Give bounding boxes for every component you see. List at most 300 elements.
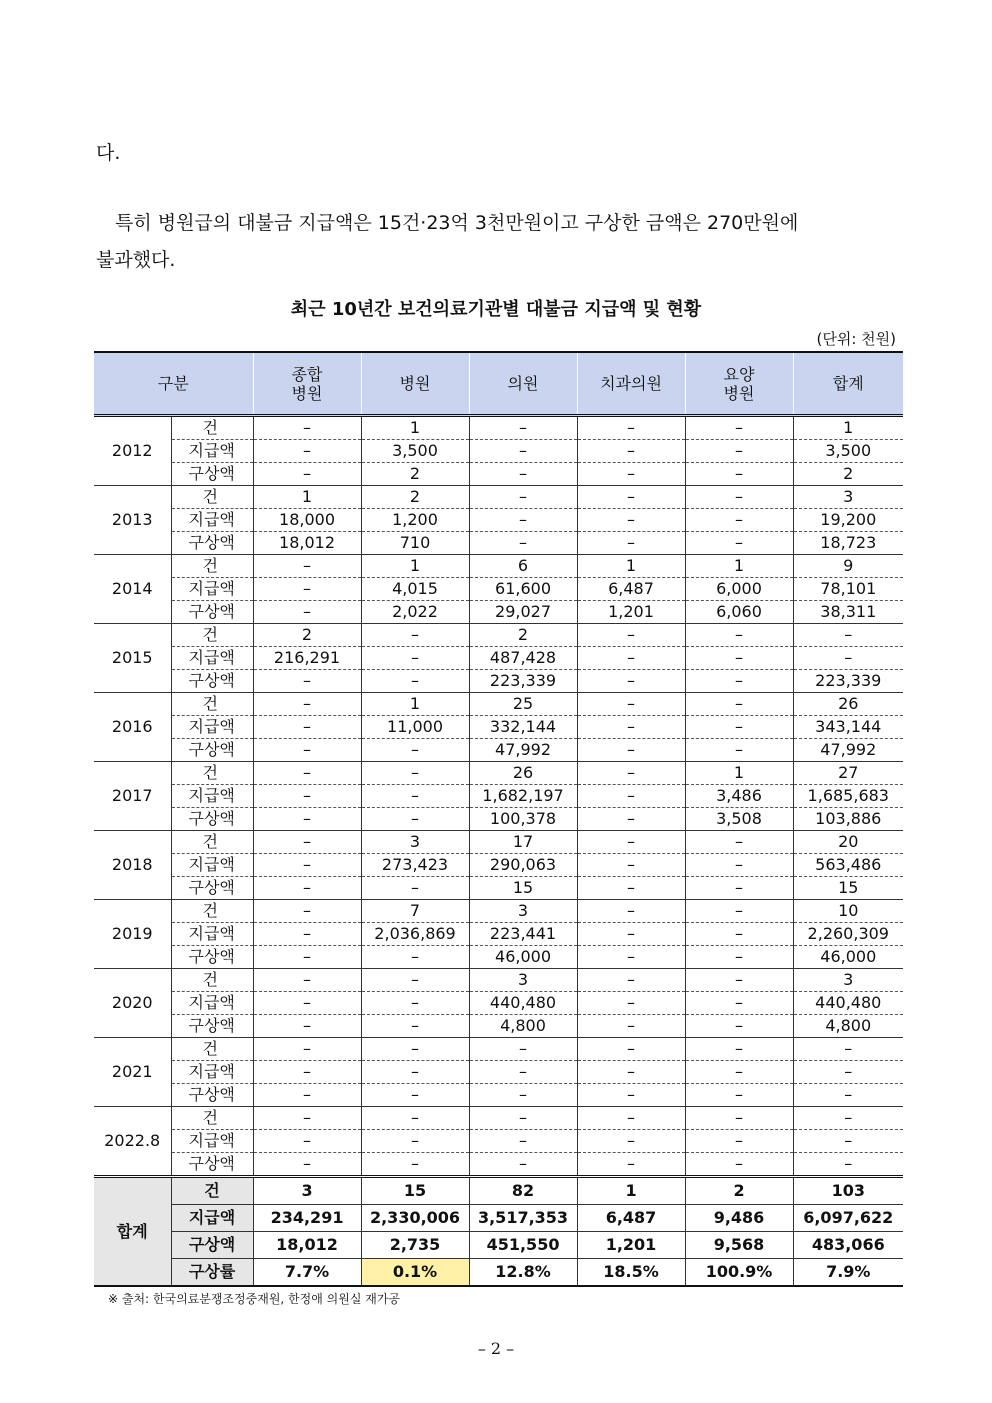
value-cell: – [253,762,361,785]
value-cell: 15 [793,877,903,900]
value-cell: 61,600 [469,578,577,601]
value-cell: – [469,1061,577,1084]
value-cell: 2,022 [361,601,469,624]
table-row [94,923,903,946]
row-label: 건 [171,762,253,785]
year-cell: 2020 [94,969,171,1038]
value-cell: – [685,624,793,647]
value-cell: – [361,624,469,647]
table-row [94,831,903,854]
value-cell: – [361,1153,469,1177]
value-cell: 1 [253,486,361,509]
value-cell: – [577,831,685,854]
value-cell: – [685,900,793,923]
row-label: 지급액 [171,578,253,601]
value-cell: – [685,647,793,670]
value-cell: – [577,463,685,486]
value-cell: – [685,416,793,440]
value-cell: 273,423 [361,854,469,877]
value-cell: – [361,762,469,785]
value-cell: – [577,808,685,831]
value-cell: 2 [253,624,361,647]
row-label: 지급액 [171,1061,253,1084]
total-value-cell: 2 [685,1177,793,1205]
value-cell: – [361,877,469,900]
value-cell: – [253,1061,361,1084]
value-cell: – [253,992,361,1015]
total-value-cell: 7.9% [793,1259,903,1287]
value-cell: 1 [361,693,469,716]
year-cell: 2021 [94,1038,171,1107]
value-cell: – [685,1084,793,1107]
value-cell: – [361,1084,469,1107]
value-cell: – [793,1084,903,1107]
table-row [94,578,903,601]
table-row [94,900,903,923]
value-cell: – [361,992,469,1015]
source-note: ※ 출처: 한국의료분쟁조정중재원, 한정애 의원실 재가공 [108,1292,401,1306]
value-cell: 487,428 [469,647,577,670]
value-cell: – [577,532,685,555]
value-cell: 1 [793,416,903,440]
value-cell: – [577,900,685,923]
value-cell: 6,487 [577,578,685,601]
total-value-cell: 1 [577,1177,685,1205]
unit-label: (단위: 천원) [816,330,896,348]
value-cell: – [577,486,685,509]
total-value-cell: 12.8% [469,1259,577,1287]
row-label: 건 [171,486,253,509]
value-cell: 3,500 [793,440,903,463]
table-row [94,1015,903,1038]
row-label: 지급액 [171,854,253,877]
value-cell: 3 [469,969,577,992]
value-cell: – [253,716,361,739]
value-cell: 1 [577,555,685,578]
value-cell: 47,992 [793,739,903,762]
value-cell: – [253,555,361,578]
value-cell: – [577,1153,685,1177]
value-cell: 2 [361,463,469,486]
year-cell: 2018 [94,831,171,900]
total-row [94,1205,903,1232]
paragraph-3: 불과했다. [96,249,176,271]
value-cell: 46,000 [793,946,903,969]
value-cell: – [685,946,793,969]
value-cell: – [793,1130,903,1153]
value-cell: – [685,716,793,739]
value-cell: – [793,647,903,670]
row-label: 지급액 [171,440,253,463]
table-row [94,647,903,670]
value-cell: 6,000 [685,578,793,601]
header-dental-clinic: 치과의원 [577,352,685,416]
value-cell: – [577,440,685,463]
value-cell: – [793,1061,903,1084]
table-row [94,739,903,762]
value-cell: 19,200 [793,509,903,532]
row-label: 구상액 [171,1084,253,1107]
row-label: 건 [171,969,253,992]
value-cell: – [793,1153,903,1177]
value-cell: – [577,647,685,670]
year-cell: 2014 [94,555,171,624]
value-cell: 46,000 [469,946,577,969]
value-cell: 3,508 [685,808,793,831]
row-label: 구상액 [171,463,253,486]
year-cell: 2019 [94,900,171,969]
value-cell: – [253,1130,361,1153]
year-rows [94,416,903,1177]
value-cell: 3 [793,486,903,509]
row-label: 구상액 [171,670,253,693]
value-cell: 2,036,869 [361,923,469,946]
total-rows [94,1177,903,1287]
value-cell: – [361,1061,469,1084]
value-cell: 25 [469,693,577,716]
value-cell: 1,201 [577,601,685,624]
table-row [94,785,903,808]
row-label: 지급액 [171,647,253,670]
total-value-cell: 82 [469,1177,577,1205]
total-row [94,1232,903,1259]
table-row [94,463,903,486]
value-cell: 1,685,683 [793,785,903,808]
row-label: 구상액 [171,877,253,900]
total-row [94,1259,903,1287]
total-value-cell: 0.1% [361,1259,469,1287]
value-cell: – [685,1038,793,1061]
header-category: 구분 [94,352,253,416]
value-cell: – [577,877,685,900]
value-cell: 290,063 [469,854,577,877]
value-cell: – [469,1130,577,1153]
table-row [94,877,903,900]
table-row [94,946,903,969]
value-cell: – [793,624,903,647]
value-cell: – [253,923,361,946]
total-value-cell: 3,517,353 [469,1205,577,1232]
value-cell: – [253,1153,361,1177]
value-cell: – [469,1153,577,1177]
table-row [94,532,903,555]
value-cell: – [253,946,361,969]
row-label: 지급액 [171,509,253,532]
value-cell: – [685,923,793,946]
value-cell: 2,260,309 [793,923,903,946]
value-cell: – [469,1038,577,1061]
total-row-label: 지급액 [171,1205,253,1232]
value-cell: 11,000 [361,716,469,739]
row-label: 구상액 [171,601,253,624]
value-cell: – [685,509,793,532]
table-row [94,716,903,739]
row-label: 지급액 [171,923,253,946]
value-cell: 15 [469,877,577,900]
value-cell: – [577,1038,685,1061]
value-cell: – [685,877,793,900]
row-label: 건 [171,693,253,716]
value-cell: – [577,1130,685,1153]
value-cell: – [577,509,685,532]
value-cell: 18,000 [253,509,361,532]
value-cell: 17 [469,831,577,854]
row-label: 건 [171,831,253,854]
value-cell: – [361,1038,469,1061]
value-cell: – [577,1015,685,1038]
value-cell: 4,015 [361,578,469,601]
table-row [94,555,903,578]
value-cell: 27 [793,762,903,785]
value-cell: 1,682,197 [469,785,577,808]
value-cell: – [577,785,685,808]
value-cell: 18,723 [793,532,903,555]
header-total: 합계 [793,352,903,416]
table-row [94,486,903,509]
value-cell: – [577,716,685,739]
value-cell: – [577,693,685,716]
value-cell: 3,500 [361,440,469,463]
value-cell: – [361,1130,469,1153]
row-label: 지급액 [171,1130,253,1153]
table-row [94,854,903,877]
value-cell: – [685,739,793,762]
year-cell: 2016 [94,693,171,762]
total-value-cell: 483,066 [793,1232,903,1259]
value-cell: – [685,670,793,693]
total-value-cell: 103 [793,1177,903,1205]
value-cell: 1 [361,555,469,578]
value-cell: – [253,693,361,716]
table-row [94,440,903,463]
total-row-label: 구상액 [171,1232,253,1259]
total-value-cell: 18.5% [577,1259,685,1287]
value-cell: – [361,670,469,693]
total-value-cell: 6,487 [577,1205,685,1232]
value-cell: 1,200 [361,509,469,532]
row-label: 구상액 [171,1153,253,1177]
value-cell: 223,339 [793,670,903,693]
year-cell: 2013 [94,486,171,555]
value-cell: 29,027 [469,601,577,624]
value-cell: – [685,463,793,486]
header-row [94,352,903,416]
table-row [94,992,903,1015]
table-row [94,693,903,716]
value-cell: – [577,1061,685,1084]
value-cell: – [577,1084,685,1107]
value-cell: 26 [469,762,577,785]
table-row [94,1061,903,1084]
value-cell: 6 [469,555,577,578]
value-cell: – [685,1015,793,1038]
header-general-hospital: 종합 병원 [253,352,361,416]
value-cell: – [469,1107,577,1130]
value-cell: – [577,1107,685,1130]
value-cell: – [685,831,793,854]
total-value-cell: 2,330,006 [361,1205,469,1232]
value-cell: – [577,624,685,647]
value-cell: – [469,532,577,555]
table-row [94,969,903,992]
value-cell: 1 [685,555,793,578]
value-cell: 2 [469,624,577,647]
value-cell: 1 [685,762,793,785]
value-cell: 216,291 [253,647,361,670]
total-row [94,1177,903,1205]
row-label: 건 [171,624,253,647]
value-cell: – [793,1107,903,1130]
value-cell: 3 [793,969,903,992]
value-cell: – [577,992,685,1015]
value-cell: – [253,1015,361,1038]
value-cell: – [361,1015,469,1038]
total-value-cell: 7.7% [253,1259,361,1287]
value-cell: 440,480 [793,992,903,1015]
paragraph-2: 특히 병원급의 대불금 지급액은 15건·23억 3천만원이고 구상한 금액은 270만원에 [115,212,799,234]
value-cell: – [685,992,793,1015]
value-cell: 710 [361,532,469,555]
year-cell: 2015 [94,624,171,693]
total-value-cell: 100.9% [685,1259,793,1287]
table-title: 최근 10년간 보건의료기관별 대불금 지급액 및 현황 [290,299,702,320]
row-label: 구상액 [171,1015,253,1038]
value-cell: – [361,946,469,969]
table-row [94,1130,903,1153]
value-cell: – [469,416,577,440]
value-cell: – [577,739,685,762]
table-row [94,1107,903,1130]
value-cell: – [685,1107,793,1130]
value-cell: – [469,1084,577,1107]
table-row [94,808,903,831]
header-hospital: 병원 [361,352,469,416]
row-label: 구상액 [171,739,253,762]
page-number: – 2 – [477,1339,515,1358]
value-cell: – [793,1038,903,1061]
row-label: 구상액 [171,532,253,555]
total-value-cell: 9,486 [685,1205,793,1232]
year-cell: 2012 [94,416,171,486]
value-cell: 332,144 [469,716,577,739]
value-cell: 26 [793,693,903,716]
row-label: 건 [171,1038,253,1061]
reimbursement-table [94,351,903,1287]
value-cell: 343,144 [793,716,903,739]
total-value-cell: 6,097,622 [793,1205,903,1232]
value-cell: 223,339 [469,670,577,693]
table-row [94,416,903,440]
value-cell: 38,311 [793,601,903,624]
row-label: 구상액 [171,808,253,831]
value-cell: – [361,808,469,831]
value-cell: 2 [793,463,903,486]
header-clinic: 의원 [469,352,577,416]
value-cell: – [577,969,685,992]
table-row [94,1038,903,1061]
value-cell: – [361,969,469,992]
value-cell: 2 [361,486,469,509]
table-row [94,624,903,647]
value-cell: – [253,463,361,486]
value-cell: – [577,946,685,969]
table-row [94,762,903,785]
table-row [94,1084,903,1107]
row-label: 지급액 [171,785,253,808]
value-cell: 4,800 [793,1015,903,1038]
value-cell: 20 [793,831,903,854]
value-cell: 78,101 [793,578,903,601]
value-cell: – [469,486,577,509]
value-cell: 3 [469,900,577,923]
value-cell: – [361,739,469,762]
value-cell: 9 [793,555,903,578]
table-row [94,670,903,693]
total-value-cell: 451,550 [469,1232,577,1259]
value-cell: – [685,1061,793,1084]
value-cell: – [685,532,793,555]
value-cell: 47,992 [469,739,577,762]
value-cell: – [253,877,361,900]
value-cell: – [253,601,361,624]
header-nursing-hospital: 요양 병원 [685,352,793,416]
value-cell: – [253,1084,361,1107]
value-cell: – [253,1107,361,1130]
value-cell: 103,886 [793,808,903,831]
row-label: 지급액 [171,716,253,739]
value-cell: – [253,969,361,992]
value-cell: – [253,808,361,831]
total-value-cell: 15 [361,1177,469,1205]
value-cell: 7 [361,900,469,923]
value-cell: – [685,1130,793,1153]
value-cell: – [253,440,361,463]
value-cell: – [577,854,685,877]
value-cell: – [253,1038,361,1061]
value-cell: 6,060 [685,601,793,624]
value-cell: – [469,463,577,486]
value-cell: – [577,670,685,693]
value-cell: – [253,416,361,440]
value-cell: – [361,785,469,808]
total-value-cell: 9,568 [685,1232,793,1259]
value-cell: 563,486 [793,854,903,877]
table-row [94,509,903,532]
total-value-cell: 1,201 [577,1232,685,1259]
value-cell: – [253,900,361,923]
value-cell: 4,800 [469,1015,577,1038]
row-label: 건 [171,416,253,440]
value-cell: – [253,739,361,762]
year-cell: 2017 [94,762,171,831]
value-cell: 10 [793,900,903,923]
value-cell: – [253,831,361,854]
value-cell: – [361,1107,469,1130]
value-cell: – [685,486,793,509]
row-label: 구상액 [171,946,253,969]
value-cell: – [577,416,685,440]
value-cell: 1 [361,416,469,440]
total-label: 합계 [94,1177,171,1287]
value-cell: – [685,1153,793,1177]
value-cell: – [577,923,685,946]
value-cell: 18,012 [253,532,361,555]
table-row [94,1153,903,1177]
row-label: 건 [171,1107,253,1130]
row-label: 건 [171,900,253,923]
value-cell: – [685,854,793,877]
value-cell: – [469,509,577,532]
